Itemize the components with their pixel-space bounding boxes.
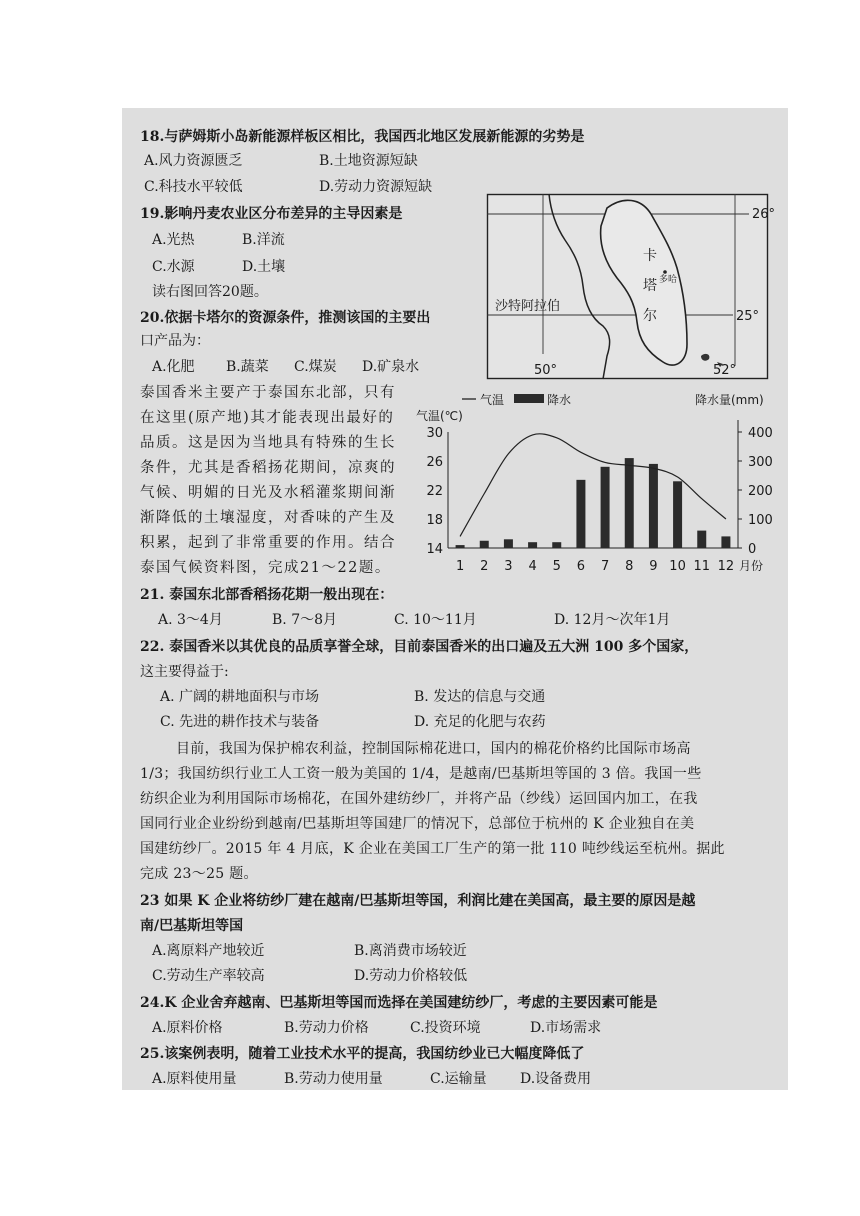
x-axis-unit: 月份 xyxy=(739,559,764,573)
q18-option-b: B.土地资源短缺 xyxy=(319,153,418,169)
lat-label-25: 25° xyxy=(736,309,760,324)
month-label: 7 xyxy=(600,559,610,574)
q23-stem-line1: 23 如果 K 企业将纺纱厂建在越南/巴基斯坦等国，利润比建在美国高，最主要的原因是越 xyxy=(140,893,696,909)
q24-stem: 24.K 企业舍弃越南、巴基斯坦等国而选择在美国建纺纱厂，考虑的主要因素可能是 xyxy=(140,995,658,1011)
right-tick-labels xyxy=(738,426,773,557)
left-tick-label: 30 xyxy=(426,426,443,441)
month-label: 6 xyxy=(576,559,586,574)
right-tick-label: 0 xyxy=(748,542,757,557)
q21-option-c: C. 10～11月 xyxy=(394,612,477,628)
q19-option-d: D.土壤 xyxy=(242,259,286,275)
q19-option-b: B.洋流 xyxy=(242,232,285,248)
q20-option-d: D.矿泉水 xyxy=(362,359,420,375)
precip-bar xyxy=(552,542,561,548)
q22-option-d: D. 充足的化肥与农药 xyxy=(414,714,546,730)
q20-stem-line2: 口产品为： xyxy=(140,333,210,349)
q18-option-a: A.风力资源匮乏 xyxy=(144,153,243,169)
month-label: 9 xyxy=(649,559,658,574)
thai-passage-line: 条件，尤其是香稻扬花期间，凉爽的 xyxy=(140,460,396,476)
precip-bar xyxy=(601,467,610,548)
legend-precip-label: 降水 xyxy=(547,393,572,407)
thai-passage-line: 渐降低的土壤湿度，对香味的产生及 xyxy=(140,510,396,526)
q18-option-c: C.科技水平较低 xyxy=(144,179,243,195)
neighbor-label: 沙特阿拉伯 xyxy=(495,299,561,314)
month-label: 8 xyxy=(625,559,634,574)
month-label: 4 xyxy=(528,559,537,574)
exam-photo xyxy=(122,108,788,1090)
precip-bar xyxy=(649,464,658,548)
q24-option-b: B.劳动力价格 xyxy=(284,1020,369,1036)
intro-q20: 读右图回答20题。 xyxy=(152,284,268,300)
q24-option-a: A.原料价格 xyxy=(152,1020,223,1036)
month-label: 10 xyxy=(669,559,686,574)
q19-option-a: A.光热 xyxy=(152,232,195,248)
q23-stem-line2: 南/巴基斯坦等国 xyxy=(140,918,244,934)
right-axis-title: 降水量(mm) xyxy=(695,393,764,407)
qatar-map xyxy=(487,194,776,379)
q25-stem: 25.该案例表明，随着工业技术水平的提高，我国纺纱业已大幅度降低了 xyxy=(140,1046,585,1062)
textile-passage-line: 纺织企业为利用国际市场棉花，在国外建纺纱厂，并将产品（纱线）运回国内加工，在我 xyxy=(140,791,698,807)
q21-option-a: A. 3～4月 xyxy=(158,612,223,628)
q22-option-b: B. 发达的信息与交通 xyxy=(414,689,546,705)
q25-option-c: C.运输量 xyxy=(430,1071,487,1087)
country-label-char: 尔 xyxy=(643,308,657,324)
temperature-line xyxy=(460,434,726,537)
lon-label-52: 52° xyxy=(713,363,737,378)
month-labels xyxy=(456,559,734,574)
legend-precip-swatch xyxy=(514,394,544,403)
q24-option-c: C.投资环境 xyxy=(410,1020,481,1036)
month-label: 2 xyxy=(480,559,489,574)
thai-passage-line: 品质。这是因为当地具有特殊的生长 xyxy=(140,435,396,451)
left-tick-label: 26 xyxy=(426,455,443,470)
thai-passage-line: 积累，起到了非常重要的作用。结合 xyxy=(140,535,396,551)
q20-stem-line1: 20.依据卡塔尔的资源条件，推测该国的主要出 xyxy=(140,310,431,326)
q25-option-b: B.劳动力使用量 xyxy=(284,1071,383,1087)
left-tick-label: 18 xyxy=(426,513,443,528)
left-tick-label: 22 xyxy=(426,484,443,499)
textile-passage-line: 国同行业企业纷纷到越南/巴基斯坦等国建厂的情况下，总部位于杭州的 K 企业独自在美 xyxy=(140,816,695,832)
right-tick-label: 200 xyxy=(748,484,773,499)
precip-bar xyxy=(456,545,465,548)
lat-label-26: 26° xyxy=(752,207,776,222)
textile-passage-line: 1/3；我国纺织行业工人工资一般为美国的 1/4，是越南/巴基斯坦等国的 3 倍。我国一些 xyxy=(140,766,702,782)
q20-option-a: A.化肥 xyxy=(152,359,195,375)
left-axis-title: 气温(℃) xyxy=(416,409,463,423)
q22-stem-line2: 这主要得益于: xyxy=(140,664,229,680)
q25-option-d: D.设备费用 xyxy=(520,1071,592,1087)
thai-passage-line: 在这里(原产地)其才能表现出最好的 xyxy=(140,410,395,426)
q21-stem: 21. 泰国东北部香稻扬花期一般出现在： xyxy=(140,587,394,603)
q20-option-c: C.煤炭 xyxy=(294,359,337,375)
month-label: 12 xyxy=(717,559,735,574)
q19-stem: 19.影响丹麦农业区分布差异的主导因素是 xyxy=(140,206,403,222)
precip-bar xyxy=(504,539,513,548)
precip-bar xyxy=(625,458,634,548)
q20-option-b: B.蔬菜 xyxy=(226,359,269,375)
country-label-char: 卡 xyxy=(643,248,657,264)
precip-bar xyxy=(576,480,585,548)
capital-label: 多哈 xyxy=(659,275,678,285)
q22-option-a: A. 广阔的耕地面积与市场 xyxy=(160,689,320,705)
country-label-char: 塔 xyxy=(643,278,657,294)
textile-passage-line: 完成 23～25 题。 xyxy=(140,866,258,882)
lon-label-50: 50° xyxy=(534,363,558,378)
left-tick-label: 14 xyxy=(426,542,443,557)
q23-option-a: A.离原料产地较近 xyxy=(152,943,265,959)
right-tick-label: 100 xyxy=(748,513,773,528)
textile-passage-line: 目前，我国为保护棉农利益，控制国际棉花进口，国内的棉花价格约比国际市场高 xyxy=(176,741,691,757)
month-label: 1 xyxy=(455,559,465,574)
precip-bar xyxy=(673,481,682,548)
thai-passage-line: 泰国香米主要产于泰国东北部，只有 xyxy=(140,385,396,401)
thai-passage-line: 泰国气候资料图，完成21～22题。 xyxy=(140,560,391,576)
thai-passage-line: 气候、明媚的日光及水稻灌浆期间渐 xyxy=(140,485,396,501)
doha-dot xyxy=(663,270,667,274)
q23-option-c: C.劳动生产率较高 xyxy=(152,968,265,984)
q21-option-b: B. 7～8月 xyxy=(272,612,338,628)
q24-option-d: D.市场需求 xyxy=(530,1020,602,1036)
legend-temp-label: 气温 xyxy=(480,393,505,407)
q22-stem-line1: 22. 泰国香米以其优良的品质享誉全球，目前泰国香米的出口遍及五大洲 100 多个国家， xyxy=(140,639,699,655)
climate-chart xyxy=(412,390,782,590)
right-tick-label: 300 xyxy=(748,455,773,470)
q18-option-d: D.劳动力资源短缺 xyxy=(319,179,433,195)
q22-option-c: C. 先进的耕作技术与装备 xyxy=(160,714,320,730)
precip-bar xyxy=(697,531,706,548)
q19-option-c: C.水源 xyxy=(152,259,195,275)
q21-option-d: D. 12月～次年1月 xyxy=(554,612,671,628)
right-tick-label: 400 xyxy=(748,426,773,441)
month-label: 3 xyxy=(504,559,513,574)
q23-option-d: D.劳动力价格较低 xyxy=(354,968,468,984)
textile-passage-line: 国建纺纱厂。2015 年 4 月底，K 企业在美国工厂生产的第一批 110 吨纱线运至杭州。据此 xyxy=(140,841,725,857)
precip-bar xyxy=(528,542,537,548)
q23-option-b: B.离消费市场较近 xyxy=(354,943,467,959)
left-tick-labels xyxy=(426,426,443,557)
q25-option-a: A.原料使用量 xyxy=(152,1071,237,1087)
precip-bar xyxy=(480,541,489,548)
month-label: 5 xyxy=(552,559,561,574)
q18-stem: 18.与萨姆斯小岛新能源样板区相比，我国西北地区发展新能源的劣势是 xyxy=(140,129,585,145)
precip-bar xyxy=(721,536,730,548)
month-label: 11 xyxy=(693,559,711,574)
